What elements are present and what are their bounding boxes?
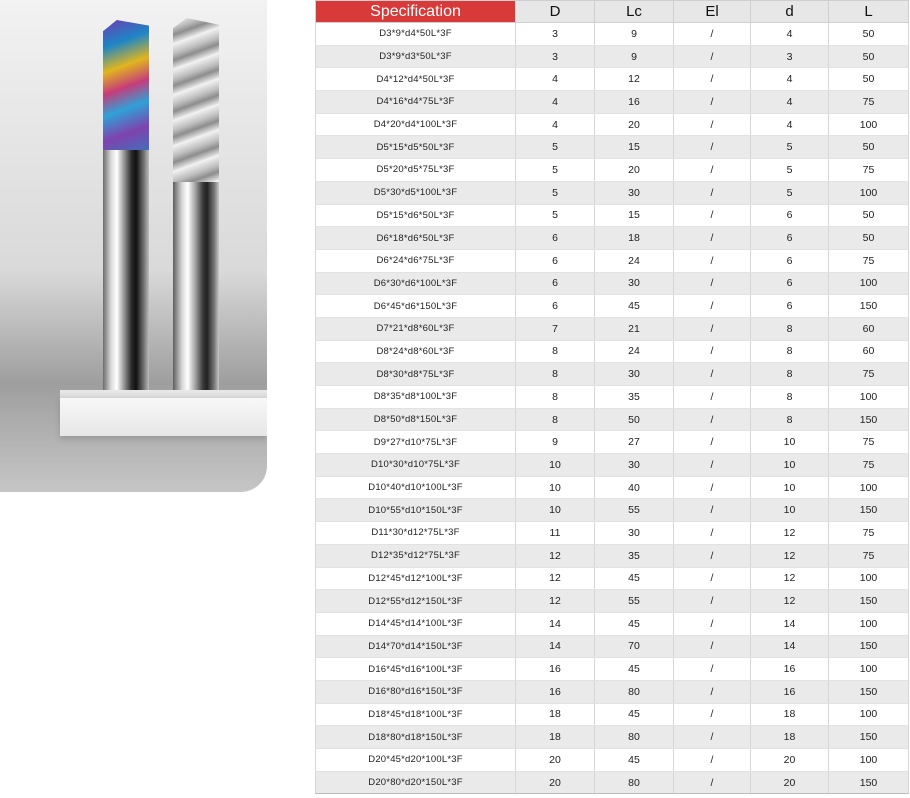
cell-specification: D4*12*d4*50L*3F	[316, 68, 516, 91]
cell-shank-d: 14	[751, 612, 829, 635]
cell-el: /	[674, 340, 751, 363]
cell-length: 50	[829, 23, 909, 46]
cell-specification: D16*45*d16*100L*3F	[316, 658, 516, 681]
cell-el: /	[674, 567, 751, 590]
cell-shank-d: 3	[751, 45, 829, 68]
table-row	[316, 159, 909, 182]
cell-length: 100	[829, 703, 909, 726]
cell-lc: 40	[595, 476, 674, 499]
cell-d: 4	[516, 113, 595, 136]
cell-lc: 45	[595, 703, 674, 726]
cell-specification: D7*21*d8*60L*3F	[316, 317, 516, 340]
cell-el: /	[674, 363, 751, 386]
cell-shank-d: 10	[751, 431, 829, 454]
cell-shank-d: 8	[751, 363, 829, 386]
cell-lc: 27	[595, 431, 674, 454]
cell-lc: 70	[595, 635, 674, 658]
cell-specification: D8*30*d8*75L*3F	[316, 363, 516, 386]
cell-length: 75	[829, 249, 909, 272]
cell-length: 60	[829, 340, 909, 363]
cell-length: 150	[829, 499, 909, 522]
cell-lc: 45	[595, 567, 674, 590]
cell-specification: D5*20*d5*75L*3F	[316, 159, 516, 182]
cell-d: 3	[516, 45, 595, 68]
table-row	[316, 726, 909, 749]
cell-shank-d: 16	[751, 658, 829, 681]
cell-d: 9	[516, 431, 595, 454]
cell-d: 8	[516, 363, 595, 386]
cell-el: /	[674, 658, 751, 681]
table-row	[316, 522, 909, 545]
cell-el: /	[674, 159, 751, 182]
table-row	[316, 91, 909, 114]
cell-lc: 80	[595, 680, 674, 703]
cell-lc: 24	[595, 340, 674, 363]
cell-specification: D18*45*d18*100L*3F	[316, 703, 516, 726]
cell-specification: D6*30*d6*100L*3F	[316, 272, 516, 295]
cell-el: /	[674, 204, 751, 227]
cell-length: 50	[829, 136, 909, 159]
cell-el: /	[674, 635, 751, 658]
cell-d: 8	[516, 408, 595, 431]
table-row	[316, 68, 909, 91]
cell-d: 4	[516, 68, 595, 91]
uncoated-end-mill-shank	[173, 182, 219, 394]
cell-el: /	[674, 386, 751, 409]
table-row	[316, 771, 909, 794]
cell-length: 150	[829, 295, 909, 318]
cell-d: 18	[516, 726, 595, 749]
cell-specification: D9*27*d10*75L*3F	[316, 431, 516, 454]
cell-lc: 35	[595, 544, 674, 567]
cell-lc: 12	[595, 68, 674, 91]
table-row	[316, 295, 909, 318]
cell-length: 150	[829, 635, 909, 658]
cell-d: 5	[516, 136, 595, 159]
cell-d: 10	[516, 476, 595, 499]
spec-table	[315, 0, 909, 794]
cell-length: 100	[829, 113, 909, 136]
cell-lc: 20	[595, 113, 674, 136]
header-el: El	[674, 1, 751, 23]
cell-d: 12	[516, 544, 595, 567]
cell-length: 50	[829, 227, 909, 250]
cell-d: 16	[516, 680, 595, 703]
cell-lc: 45	[595, 295, 674, 318]
cell-shank-d: 10	[751, 476, 829, 499]
cell-d: 10	[516, 454, 595, 477]
cell-specification: D10*55*d10*150L*3F	[316, 499, 516, 522]
cell-shank-d: 12	[751, 544, 829, 567]
cell-length: 100	[829, 476, 909, 499]
cell-specification: D20*45*d20*100L*3F	[316, 749, 516, 772]
cell-d: 6	[516, 272, 595, 295]
cell-lc: 30	[595, 272, 674, 295]
cell-shank-d: 12	[751, 522, 829, 545]
table-row	[316, 386, 909, 409]
table-row	[316, 45, 909, 68]
cell-d: 3	[516, 23, 595, 46]
cell-length: 75	[829, 454, 909, 477]
cell-lc: 50	[595, 408, 674, 431]
cell-shank-d: 6	[751, 272, 829, 295]
cell-shank-d: 4	[751, 68, 829, 91]
cell-lc: 16	[595, 91, 674, 114]
cell-specification: D8*50*d8*150L*3F	[316, 408, 516, 431]
cell-length: 75	[829, 363, 909, 386]
cell-lc: 30	[595, 363, 674, 386]
cell-el: /	[674, 499, 751, 522]
cell-d: 6	[516, 227, 595, 250]
display-shelf-front	[60, 398, 267, 436]
cell-length: 150	[829, 680, 909, 703]
cell-length: 60	[829, 317, 909, 340]
cell-specification: D20*80*d20*150L*3F	[316, 771, 516, 794]
cell-specification: D4*16*d4*75L*3F	[316, 91, 516, 114]
cell-d: 7	[516, 317, 595, 340]
cell-lc: 45	[595, 612, 674, 635]
table-row	[316, 431, 909, 454]
cell-specification: D6*24*d6*75L*3F	[316, 249, 516, 272]
cell-specification: D5*15*d5*50L*3F	[316, 136, 516, 159]
cell-el: /	[674, 612, 751, 635]
table-row	[316, 181, 909, 204]
coated-end-mill-shank	[103, 150, 149, 394]
cell-d: 18	[516, 703, 595, 726]
cell-shank-d: 20	[751, 771, 829, 794]
cell-el: /	[674, 408, 751, 431]
table-row	[316, 635, 909, 658]
cell-length: 150	[829, 408, 909, 431]
table-row	[316, 113, 909, 136]
cell-el: /	[674, 295, 751, 318]
cell-shank-d: 14	[751, 635, 829, 658]
coated-end-mill-flutes	[103, 20, 149, 160]
cell-shank-d: 8	[751, 317, 829, 340]
cell-el: /	[674, 749, 751, 772]
table-row	[316, 680, 909, 703]
cell-length: 100	[829, 272, 909, 295]
cell-d: 6	[516, 249, 595, 272]
cell-lc: 80	[595, 726, 674, 749]
cell-lc: 45	[595, 658, 674, 681]
cell-d: 8	[516, 386, 595, 409]
header-lc: Lc	[595, 1, 674, 23]
cell-length: 50	[829, 68, 909, 91]
cell-shank-d: 6	[751, 227, 829, 250]
cell-el: /	[674, 726, 751, 749]
cell-lc: 20	[595, 159, 674, 182]
cell-shank-d: 4	[751, 113, 829, 136]
cell-shank-d: 16	[751, 680, 829, 703]
cell-shank-d: 12	[751, 567, 829, 590]
cell-length: 100	[829, 749, 909, 772]
cell-specification: D3*9*d4*50L*3F	[316, 23, 516, 46]
cell-shank-d: 10	[751, 454, 829, 477]
cell-el: /	[674, 91, 751, 114]
cell-lc: 24	[595, 249, 674, 272]
cell-specification: D14*70*d14*150L*3F	[316, 635, 516, 658]
cell-shank-d: 4	[751, 23, 829, 46]
cell-d: 10	[516, 499, 595, 522]
cell-specification: D8*24*d8*60L*3F	[316, 340, 516, 363]
table-row	[316, 703, 909, 726]
table-row	[316, 340, 909, 363]
cell-specification: D18*80*d18*150L*3F	[316, 726, 516, 749]
cell-length: 100	[829, 386, 909, 409]
cell-lc: 9	[595, 45, 674, 68]
cell-shank-d: 12	[751, 590, 829, 613]
cell-lc: 35	[595, 386, 674, 409]
cell-shank-d: 10	[751, 499, 829, 522]
table-row	[316, 567, 909, 590]
table-row	[316, 749, 909, 772]
header-shank-d: d	[751, 1, 829, 23]
cell-specification: D12*55*d12*150L*3F	[316, 590, 516, 613]
cell-d: 12	[516, 567, 595, 590]
cell-el: /	[674, 249, 751, 272]
table-row	[316, 612, 909, 635]
cell-d: 11	[516, 522, 595, 545]
cell-length: 100	[829, 612, 909, 635]
table-row	[316, 227, 909, 250]
table-row	[316, 363, 909, 386]
cell-el: /	[674, 590, 751, 613]
cell-d: 16	[516, 658, 595, 681]
cell-specification: D10*40*d10*100L*3F	[316, 476, 516, 499]
cell-el: /	[674, 136, 751, 159]
table-row	[316, 408, 909, 431]
cell-lc: 15	[595, 204, 674, 227]
cell-specification: D3*9*d3*50L*3F	[316, 45, 516, 68]
cell-shank-d: 5	[751, 136, 829, 159]
cell-d: 12	[516, 590, 595, 613]
cell-specification: D14*45*d14*100L*3F	[316, 612, 516, 635]
cell-lc: 18	[595, 227, 674, 250]
cell-length: 75	[829, 522, 909, 545]
cell-d: 4	[516, 91, 595, 114]
cell-specification: D12*45*d12*100L*3F	[316, 567, 516, 590]
cell-lc: 21	[595, 317, 674, 340]
cell-specification: D16*80*d16*150L*3F	[316, 680, 516, 703]
cell-shank-d: 8	[751, 386, 829, 409]
cell-d: 20	[516, 771, 595, 794]
cell-lc: 55	[595, 499, 674, 522]
cell-el: /	[674, 45, 751, 68]
table-row	[316, 454, 909, 477]
header-specification: Specification	[316, 1, 516, 23]
spec-table-header	[316, 1, 909, 23]
cell-length: 75	[829, 91, 909, 114]
cell-length: 75	[829, 544, 909, 567]
cell-el: /	[674, 113, 751, 136]
cell-specification: D4*20*d4*100L*3F	[316, 113, 516, 136]
cell-length: 150	[829, 590, 909, 613]
cell-length: 75	[829, 159, 909, 182]
cell-length: 150	[829, 726, 909, 749]
table-row	[316, 317, 909, 340]
cell-el: /	[674, 454, 751, 477]
cell-lc: 55	[595, 590, 674, 613]
cell-el: /	[674, 522, 751, 545]
cell-length: 100	[829, 658, 909, 681]
table-row	[316, 23, 909, 46]
cell-specification: D6*18*d6*50L*3F	[316, 227, 516, 250]
cell-length: 50	[829, 204, 909, 227]
cell-el: /	[674, 23, 751, 46]
table-row	[316, 499, 909, 522]
cell-lc: 15	[595, 136, 674, 159]
cell-specification: D6*45*d6*150L*3F	[316, 295, 516, 318]
cell-length: 50	[829, 45, 909, 68]
cell-lc: 80	[595, 771, 674, 794]
cell-shank-d: 6	[751, 249, 829, 272]
cell-shank-d: 6	[751, 295, 829, 318]
cell-specification: D5*15*d6*50L*3F	[316, 204, 516, 227]
table-row	[316, 590, 909, 613]
uncoated-end-mill-flutes	[173, 18, 219, 188]
cell-el: /	[674, 771, 751, 794]
cell-shank-d: 5	[751, 159, 829, 182]
table-row	[316, 204, 909, 227]
cell-shank-d: 18	[751, 726, 829, 749]
cell-shank-d: 8	[751, 408, 829, 431]
cell-el: /	[674, 680, 751, 703]
cell-d: 5	[516, 181, 595, 204]
cell-el: /	[674, 181, 751, 204]
cell-shank-d: 5	[751, 181, 829, 204]
cell-shank-d: 18	[751, 703, 829, 726]
cell-shank-d: 6	[751, 204, 829, 227]
header-d-diameter: D	[516, 1, 595, 23]
cell-d: 20	[516, 749, 595, 772]
cell-el: /	[674, 227, 751, 250]
product-image	[0, 0, 267, 492]
table-row	[316, 272, 909, 295]
cell-lc: 30	[595, 181, 674, 204]
cell-length: 100	[829, 181, 909, 204]
cell-specification: D11*30*d12*75L*3F	[316, 522, 516, 545]
cell-length: 150	[829, 771, 909, 794]
cell-lc: 9	[595, 23, 674, 46]
cell-length: 100	[829, 567, 909, 590]
cell-specification: D12*35*d12*75L*3F	[316, 544, 516, 567]
table-row	[316, 658, 909, 681]
cell-length: 75	[829, 431, 909, 454]
table-row	[316, 544, 909, 567]
cell-specification: D10*30*d10*75L*3F	[316, 454, 516, 477]
cell-d: 14	[516, 612, 595, 635]
cell-d: 5	[516, 159, 595, 182]
cell-specification: D8*35*d8*100L*3F	[316, 386, 516, 409]
header-length-l: L	[829, 1, 909, 23]
table-row	[316, 249, 909, 272]
cell-specification: D5*30*d5*100L*3F	[316, 181, 516, 204]
cell-shank-d: 8	[751, 340, 829, 363]
cell-d: 6	[516, 295, 595, 318]
cell-d: 8	[516, 340, 595, 363]
cell-el: /	[674, 68, 751, 91]
cell-d: 5	[516, 204, 595, 227]
cell-lc: 30	[595, 522, 674, 545]
cell-el: /	[674, 476, 751, 499]
cell-shank-d: 4	[751, 91, 829, 114]
cell-el: /	[674, 703, 751, 726]
cell-shank-d: 20	[751, 749, 829, 772]
table-row	[316, 476, 909, 499]
cell-el: /	[674, 544, 751, 567]
cell-lc: 45	[595, 749, 674, 772]
table-row	[316, 136, 909, 159]
cell-d: 14	[516, 635, 595, 658]
cell-el: /	[674, 431, 751, 454]
cell-lc: 30	[595, 454, 674, 477]
cell-el: /	[674, 317, 751, 340]
cell-el: /	[674, 272, 751, 295]
